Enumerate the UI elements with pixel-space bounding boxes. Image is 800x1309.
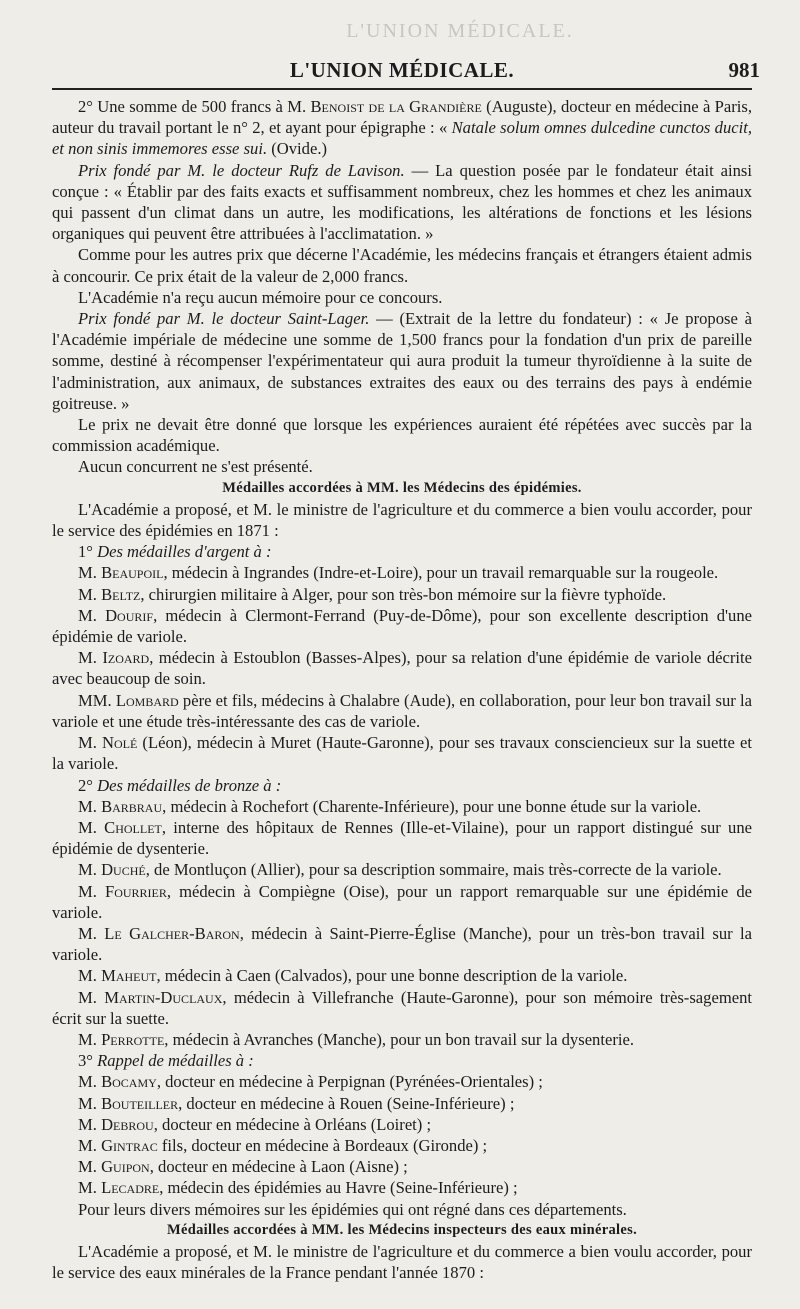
text-run: M. [78, 1093, 102, 1113]
text-run: fils, docteur en médecine à Bordeaux (Gironde) ; [157, 1135, 488, 1155]
text-run: (Auguste), docteur en médecine à Paris, auteur du travail portant le n° 2, et ayant pour épigraphe : « [52, 97, 752, 138]
text-run: M. [78, 648, 103, 668]
text-run: Médailles accordées à MM. les Médecins inspecteurs des eaux minérales. [166, 1221, 637, 1238]
paragraph [52, 308, 752, 414]
text-run: , médecin à Avranches (Manche), pour un bon travail sur la dysenterie. [164, 1029, 634, 1049]
text-run: M. [78, 966, 102, 986]
paragraph [52, 647, 752, 689]
paragraph [52, 1177, 752, 1198]
text-run: M. [78, 1114, 102, 1134]
text-run: L'Académie n'a reçu aucun mémoire pour ce concours. [78, 287, 443, 307]
text-run: 1° [78, 542, 98, 562]
paragraph [52, 859, 752, 880]
paragraph [52, 732, 752, 774]
paragraph [52, 1071, 752, 1092]
paragraph [52, 584, 752, 605]
text-run: , médecin à Rochefort (Charente-Inférieure), pour une bonne étude sur la variole. [162, 796, 702, 816]
article-body [52, 96, 752, 1283]
person-name: Debrou [101, 1114, 154, 1134]
text-run: M. [78, 1072, 102, 1092]
paragraph [52, 605, 752, 647]
paragraph [52, 923, 752, 965]
text-run: M. [78, 1157, 102, 1177]
paragraph [52, 881, 752, 923]
italic-text: Rappel de médailles à : [97, 1051, 254, 1071]
text-run: , docteur en médecine à Laon (Aisne) ; [149, 1157, 408, 1177]
text-run: M. [78, 563, 102, 583]
text-run: — (Extrait de la lettre du fondateur) : « Je propose à l'Académie impériale de médecine une somme de 1,500 francs pour la fondation d'un prix de pareille somme, destiné à récompenser l'expérimentateur qui aura produit la tumeur thyroïdienne à la suite de l'administration, aux animaux, de substances extraites des eaux ou des terrains des pays à endémie goitreuse. » [52, 309, 752, 413]
text-run: , docteur en médecine à Orléans (Loiret) ; [153, 1114, 432, 1134]
italic-text: Prix fondé par M. le docteur Saint-Lager. [78, 309, 370, 329]
text-run: , médecin à Ingrandes (Indre-et-Loire), pour un travail remarquable sur la rougeole. [163, 563, 719, 583]
text-run: Le prix ne devait être donné que lorsque les expériences auraient été répétées avec succès par la commission académique. [52, 415, 752, 456]
person-name: Lecadre [101, 1178, 160, 1198]
text-run: , médecin à Estoublon (Basses-Alpes), pour sa relation d'une épidémie de variole décrite avec beaucoup de soin. [52, 648, 753, 689]
bleed-through-text: L'UNION MÉDICALE. [346, 20, 574, 42]
paragraph [52, 1029, 752, 1050]
person-name: Nolé [102, 733, 138, 753]
person-name: Chollet [104, 817, 162, 837]
text-run: , médecin à Villefranche (Haute-Garonne), pour son mémoire très-sagement écrit sur la suette. [52, 987, 752, 1028]
paragraph [52, 456, 752, 477]
paragraph [52, 1135, 752, 1156]
paragraph [52, 1156, 752, 1177]
text-run: , docteur en médecine à Rouen (Seine-Inférieure) ; [178, 1093, 515, 1113]
text-run: 2° Une somme de 500 francs à M. [78, 97, 311, 116]
text-run: — La question posée par le fondateur était ainsi conçue : « Établir par des faits exacts et suffisamment nombreux, chez les hommes et chez les animaux qui passent d'un climat dans un autre, les modifications, les altérations de fonctions et les lésions organiques qui peuvent être attribuées à l'acclimatation. » [52, 160, 752, 244]
paragraph [52, 1114, 752, 1135]
text-run: Médailles accordées à MM. les Médecins des épidémies. [222, 479, 582, 496]
text-run: MM. [78, 690, 116, 710]
text-run: père et fils, médecins à Chalabre (Aude), en collaboration, pour leur bon travail sur la variole et une étude très-intéressante des cas de variole. [52, 690, 752, 731]
person-name: Lombard [115, 690, 179, 710]
italic-text: Natale solum omnes dulcedine cunctos ducit, et non sinis immemores esse sui. [52, 118, 752, 159]
paragraph [52, 1093, 752, 1114]
text-run: , médecin à Compiègne (Oise), pour un rapport remarquable sur une épidémie de variole. [52, 881, 752, 922]
paragraph [52, 244, 752, 286]
paragraph [52, 1241, 752, 1283]
paragraph [52, 414, 752, 456]
paragraph [52, 541, 752, 562]
paragraph [52, 160, 752, 245]
person-name: Barbrau [101, 796, 163, 816]
text-run: M. [78, 881, 105, 901]
text-run: Pour leurs divers mémoires sur les épidémies qui ont régné dans ces départements. [78, 1199, 627, 1219]
text-run: , médecin des épidémies au Havre (Seine-Inférieure) ; [159, 1178, 518, 1198]
person-name: Izoard [102, 648, 150, 668]
person-name: Le Galcher-Baron [104, 923, 240, 943]
text-run: M. [78, 584, 102, 604]
text-run: M. [78, 987, 105, 1007]
paragraph [52, 1199, 752, 1220]
text-run: Aucun concurrent ne s'est présenté. [78, 457, 313, 477]
text-run: M. [78, 817, 105, 837]
paragraph [52, 499, 752, 541]
italic-text: Des médailles d'argent à : [97, 542, 272, 562]
text-run: Comme pour les autres prix que décerne l'Académie, les médecins français et étrangers étaient admis à concourir. Ce prix était de la valeur de 2,000 francs. [52, 245, 752, 286]
paragraph [52, 775, 752, 796]
person-name: Martin-Duclaux [104, 987, 223, 1007]
text-run: 2° [78, 775, 98, 795]
person-name: Benoist de la Grandière [310, 97, 482, 116]
text-run: M. [78, 605, 106, 625]
person-name: Beltz [101, 584, 141, 604]
person-name: Maheut [101, 966, 157, 986]
text-run: M. [78, 733, 103, 753]
paragraph [52, 965, 752, 986]
text-run: L'Académie a proposé, et M. le ministre de l'agriculture et du commerce a bien voulu accorder, pour le service des épidémies en 1871 : [52, 499, 752, 541]
section-heading [52, 478, 752, 499]
text-run: , de Montluçon (Allier), pour sa description sommaire, mais très-correcte de la variole. [145, 860, 722, 880]
paragraph [52, 1050, 752, 1071]
person-name: Duché [101, 860, 146, 880]
text-run: 3° [78, 1051, 98, 1071]
text-run: M. [78, 1178, 102, 1198]
person-name: Bocamy [101, 1072, 157, 1092]
paragraph [52, 796, 752, 817]
text-run: , médecin à Saint-Pierre-Église (Manche), pour un très-bon travail sur la variole. [52, 923, 752, 965]
header-rule [52, 88, 752, 90]
text-run: (Léon), médecin à Muret (Haute-Garonne), pour ses travaux consciencieux sur la suette et la variole. [52, 733, 752, 774]
person-name: Beaupoil [101, 563, 164, 583]
person-name: Perrotte [101, 1029, 165, 1049]
text-run: , interne des hôpitaux de Rennes (Ille-et-Vilaine), pour un rapport distingué sur une épidémie de dysenterie. [52, 817, 752, 859]
page-number: 981 [728, 58, 760, 82]
text-run: M. [78, 860, 102, 880]
person-name: Gintrac [101, 1135, 158, 1155]
text-run: M. [78, 1029, 102, 1049]
text-run: M. [78, 796, 102, 816]
person-name: Dourif [105, 605, 154, 625]
text-run: (Ovide.) [267, 139, 327, 159]
running-header [52, 56, 760, 86]
italic-text: Prix fondé par M. le docteur Rufz de Lavison. [78, 160, 405, 180]
text-run: , médecin à Clermont-Ferrand (Puy-de-Dôme), pour son excellente description d'une épidémie de variole. [52, 605, 752, 647]
person-name: Bouteiller [101, 1093, 179, 1113]
paragraph [52, 287, 752, 308]
paragraph [52, 817, 752, 859]
text-run: M. [78, 1135, 102, 1155]
section-heading [52, 1220, 752, 1241]
person-name: Guipon [101, 1157, 150, 1177]
paragraph [52, 690, 752, 732]
person-name: Fourrier [104, 881, 167, 901]
text-run: M. [78, 923, 105, 943]
paragraph [52, 96, 752, 160]
text-run: , docteur en médecine à Perpignan (Pyrénées-Orientales) ; [156, 1072, 543, 1092]
running-title: L'UNION MÉDICALE. [289, 58, 515, 82]
paragraph [52, 987, 752, 1029]
text-run: , médecin à Caen (Calvados), pour une bonne description de la variole. [156, 966, 628, 986]
paragraph [52, 562, 752, 583]
text-run: , chirurgien militaire à Alger, pour son très-bon mémoire sur la fièvre typhoïde. [140, 584, 667, 604]
italic-text: Des médailles de bronze à : [97, 775, 282, 795]
text-run: L'Académie a proposé, et M. le ministre de l'agriculture et du commerce a bien voulu accorder, pour le service des eaux minérales de la France pendant l'année 1870 : [52, 1241, 752, 1283]
